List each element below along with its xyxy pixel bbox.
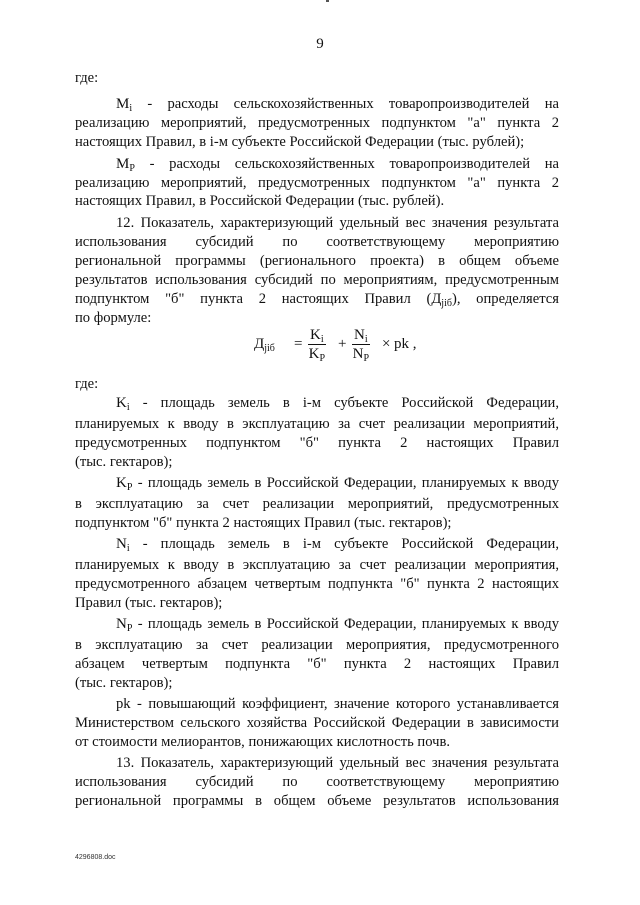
fraction-k: $\frac{K_i}{K_P}$ xyxy=(308,327,326,364)
text-line: подпунктом "б" пункта 2 настоящих Правил $(Д_{jiб})$, определяется xyxy=(75,291,559,309)
text-line: региональной программы в общем объеме результатов использования xyxy=(75,793,559,809)
text-line: от стоимости мелиорантов, понижающих кислотность почв. xyxy=(75,734,451,750)
text-line: использования субсидий по соответствующему мероприятию xyxy=(75,774,559,790)
text-line: результатов использования субсидий по мероприятиям, предусмотренным xyxy=(75,272,559,288)
text-line: $K_i$ - площадь земель в i-м субъекте Российской Федерации, xyxy=(116,395,559,413)
text-line: реализацию мероприятий, предусмотренных подпунктом "а" пункта 2 xyxy=(75,175,559,191)
paragraph-12-start: 12. Показатель, характеризующий удельный вес значения результата xyxy=(116,215,559,231)
text-line: планируемых к вводу в эксплуатацию за счет реализации мероприятия, xyxy=(75,557,559,573)
top-mark xyxy=(326,0,329,2)
text-line: pk - повышающий коэффициент, значение которого устанавливается xyxy=(116,696,559,712)
text-line: $M_P$ - расходы сельскохозяйственных товаропроизводителей на xyxy=(116,156,559,174)
formula-times: × xyxy=(382,336,391,352)
text-line: абзацем четвертым подпункта "б" пункта 2 настоящих Правил xyxy=(75,656,559,672)
text-line: $M_i$ - расходы сельскохозяйственных товаропроизводителей на xyxy=(116,96,559,114)
text-line: подпунктом "б" пункта 2 настоящих Правил (тыс. гектаров); xyxy=(75,515,452,531)
footer-filename: 4296808.doc xyxy=(75,854,116,861)
text-line: использования субсидий по соответствующему мероприятию xyxy=(75,234,559,250)
text-line: реализацию мероприятий, предусмотренных подпунктом "а" пункта 2 xyxy=(75,115,559,131)
text-line: Министерством сельского хозяйства Российской Федерации в зависимости xyxy=(75,715,559,731)
formula xyxy=(254,324,494,368)
text-line: настоящих Правил, в i-м субъекте Российской Федерации (тыс. рублей); xyxy=(75,134,525,150)
formula-tail: pk , xyxy=(394,336,417,352)
text-line: (тыс. гектаров); xyxy=(75,675,173,691)
formula-plus: + xyxy=(338,336,347,352)
text-line: где: xyxy=(75,70,99,86)
text-line: планируемых к вводу в эксплуатацию за счет реализации мероприятий, xyxy=(75,416,559,432)
text-line: по формуле: xyxy=(75,310,152,326)
text-line: предусмотренного абзацем четвертым подпункта "б" пункта 2 настоящих xyxy=(75,576,559,592)
formula-lhs: $Д_{jiб}$ xyxy=(254,336,275,354)
text-line: предусмотренных подпунктом "б" пункта 2 настоящих Правил xyxy=(75,435,559,451)
text-line: $N_P$ - площадь земель в Российской Федерации, планируемых к вводу xyxy=(116,616,559,634)
formula-equals: = xyxy=(294,336,303,352)
text-line: $N_i$ - площадь земель в i-м субъекте Российской Федерации, xyxy=(116,536,559,554)
text-line: региональной программы (регионального проекта) в общем объеме xyxy=(75,253,559,269)
page-number: 9 xyxy=(316,36,324,52)
text-line: настоящих Правил, в Российской Федерации (тыс. рублей). xyxy=(75,193,445,209)
text-line: $K_P$ - площадь земель в Российской Федерации, планируемых к вводу xyxy=(116,475,559,493)
text-line: в эксплуатацию за счет реализации мероприятий, предусмотренных xyxy=(75,496,559,512)
fraction-n: $\frac{N_i}{N_P}$ xyxy=(352,327,370,364)
text-line: где: xyxy=(75,376,99,392)
text-line: Правил (тыс. гектаров); xyxy=(75,595,223,611)
paragraph-13-start: 13. Показатель, характеризующий удельный вес значения результата xyxy=(116,755,559,771)
text-line: (тыс. гектаров); xyxy=(75,454,173,470)
text-line: в эксплуатацию за счет реализации мероприятия, предусмотренного xyxy=(75,637,559,653)
